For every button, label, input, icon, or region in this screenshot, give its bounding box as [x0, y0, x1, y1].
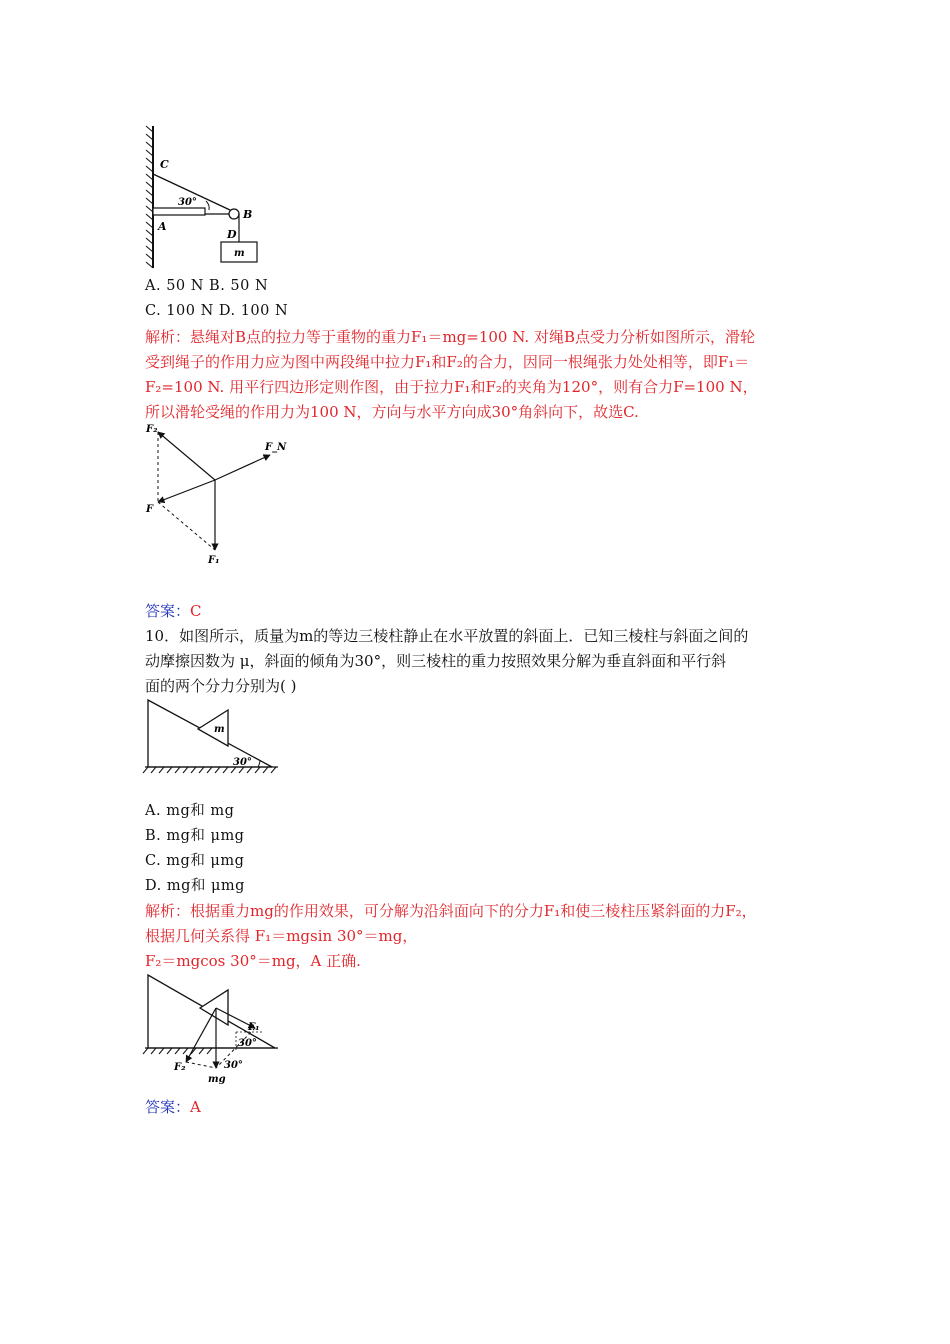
- q9-answer: [145, 600, 202, 622]
- label-f1: F₁: [248, 1022, 260, 1033]
- figure-decomposition: [140, 970, 285, 1090]
- label-d: D: [227, 228, 237, 241]
- label-c: C: [160, 158, 169, 171]
- figure-pulley-wall: [138, 122, 288, 272]
- figure-force-diagram: [140, 420, 300, 570]
- q10-stem-line2: 动摩擦因数为 μ，斜面的倾角为30°，则三棱柱的重力按照效果分解为垂直斜面和平行斜: [145, 652, 727, 670]
- q10-stem-line3: 面的两个分力分别为( ): [145, 677, 297, 695]
- q9-analysis-line3: F₂=100 N. 用平行四边形定则作图，由于拉力F₁和F₂的夹角为120°，则有合力F=100 N，: [145, 378, 758, 396]
- label-f2: F₂: [174, 1062, 186, 1073]
- q10-option-c: C. mg和 μmg: [145, 853, 245, 869]
- q9-analysis-line2: 受到绳子的作用力应为图中两段绳中拉力F₁和F₂的合力，因同一根绳张力处处相等，即F₁＝: [145, 353, 750, 371]
- label-b: B: [243, 208, 253, 221]
- angle-label-1: 30°: [238, 1038, 257, 1049]
- answer-value: C: [190, 602, 202, 620]
- angle-label-2: 30°: [224, 1060, 243, 1071]
- label-mg: mg: [208, 1074, 226, 1085]
- label-m: m: [214, 724, 225, 735]
- q10-option-b: B. mg和 μmg: [145, 828, 245, 844]
- answer-label: 答案：: [145, 1098, 191, 1116]
- q9-options-row2: C. 100 N D. 100 N: [145, 303, 289, 319]
- label-fn: F_N: [265, 442, 287, 453]
- answer-label: 答案：: [145, 602, 191, 620]
- angle-label: 30°: [233, 757, 252, 768]
- q10-analysis-line1: 解析：根据重力mg的作用效果，可分解为沿斜面向下的分力F₁和使三棱柱压紧斜面的力F₂，: [145, 902, 757, 920]
- q10-analysis-line2: 根据几何关系得 F₁＝mgsin 30°＝mg，: [145, 927, 418, 945]
- label-f1: F₁: [208, 555, 220, 566]
- q10-option-a: A. mg和 mg: [145, 803, 235, 819]
- q9-analysis-line4: 所以滑轮受绳的作用力为100 N，方向与水平方向成30°角斜向下，故选C.: [145, 403, 639, 421]
- q10-answer: [145, 1096, 201, 1118]
- angle-label: 30°: [178, 197, 197, 208]
- label-f2: F₂: [146, 424, 158, 435]
- answer-value: A: [190, 1098, 201, 1116]
- label-m: m: [234, 248, 245, 259]
- label-f: F: [146, 504, 154, 515]
- q10-option-d: D. mg和 μmg: [145, 878, 245, 894]
- q10-stem-line1: 10．如图所示，质量为m的等边三棱柱静止在水平放置的斜面上．已知三棱柱与斜面之间的: [145, 627, 749, 645]
- q9-analysis-line1: 解析：悬绳对B点的拉力等于重物的重力F₁＝mg=100 N. 对绳B点受力分析如图所示，滑轮: [145, 328, 755, 346]
- q10-analysis-line3: F₂＝mgcos 30°＝mg，A 正确.: [145, 952, 361, 970]
- label-a: A: [158, 220, 167, 233]
- q9-options-row1: A. 50 N B. 50 N: [145, 278, 269, 294]
- figure-incline: [140, 695, 285, 780]
